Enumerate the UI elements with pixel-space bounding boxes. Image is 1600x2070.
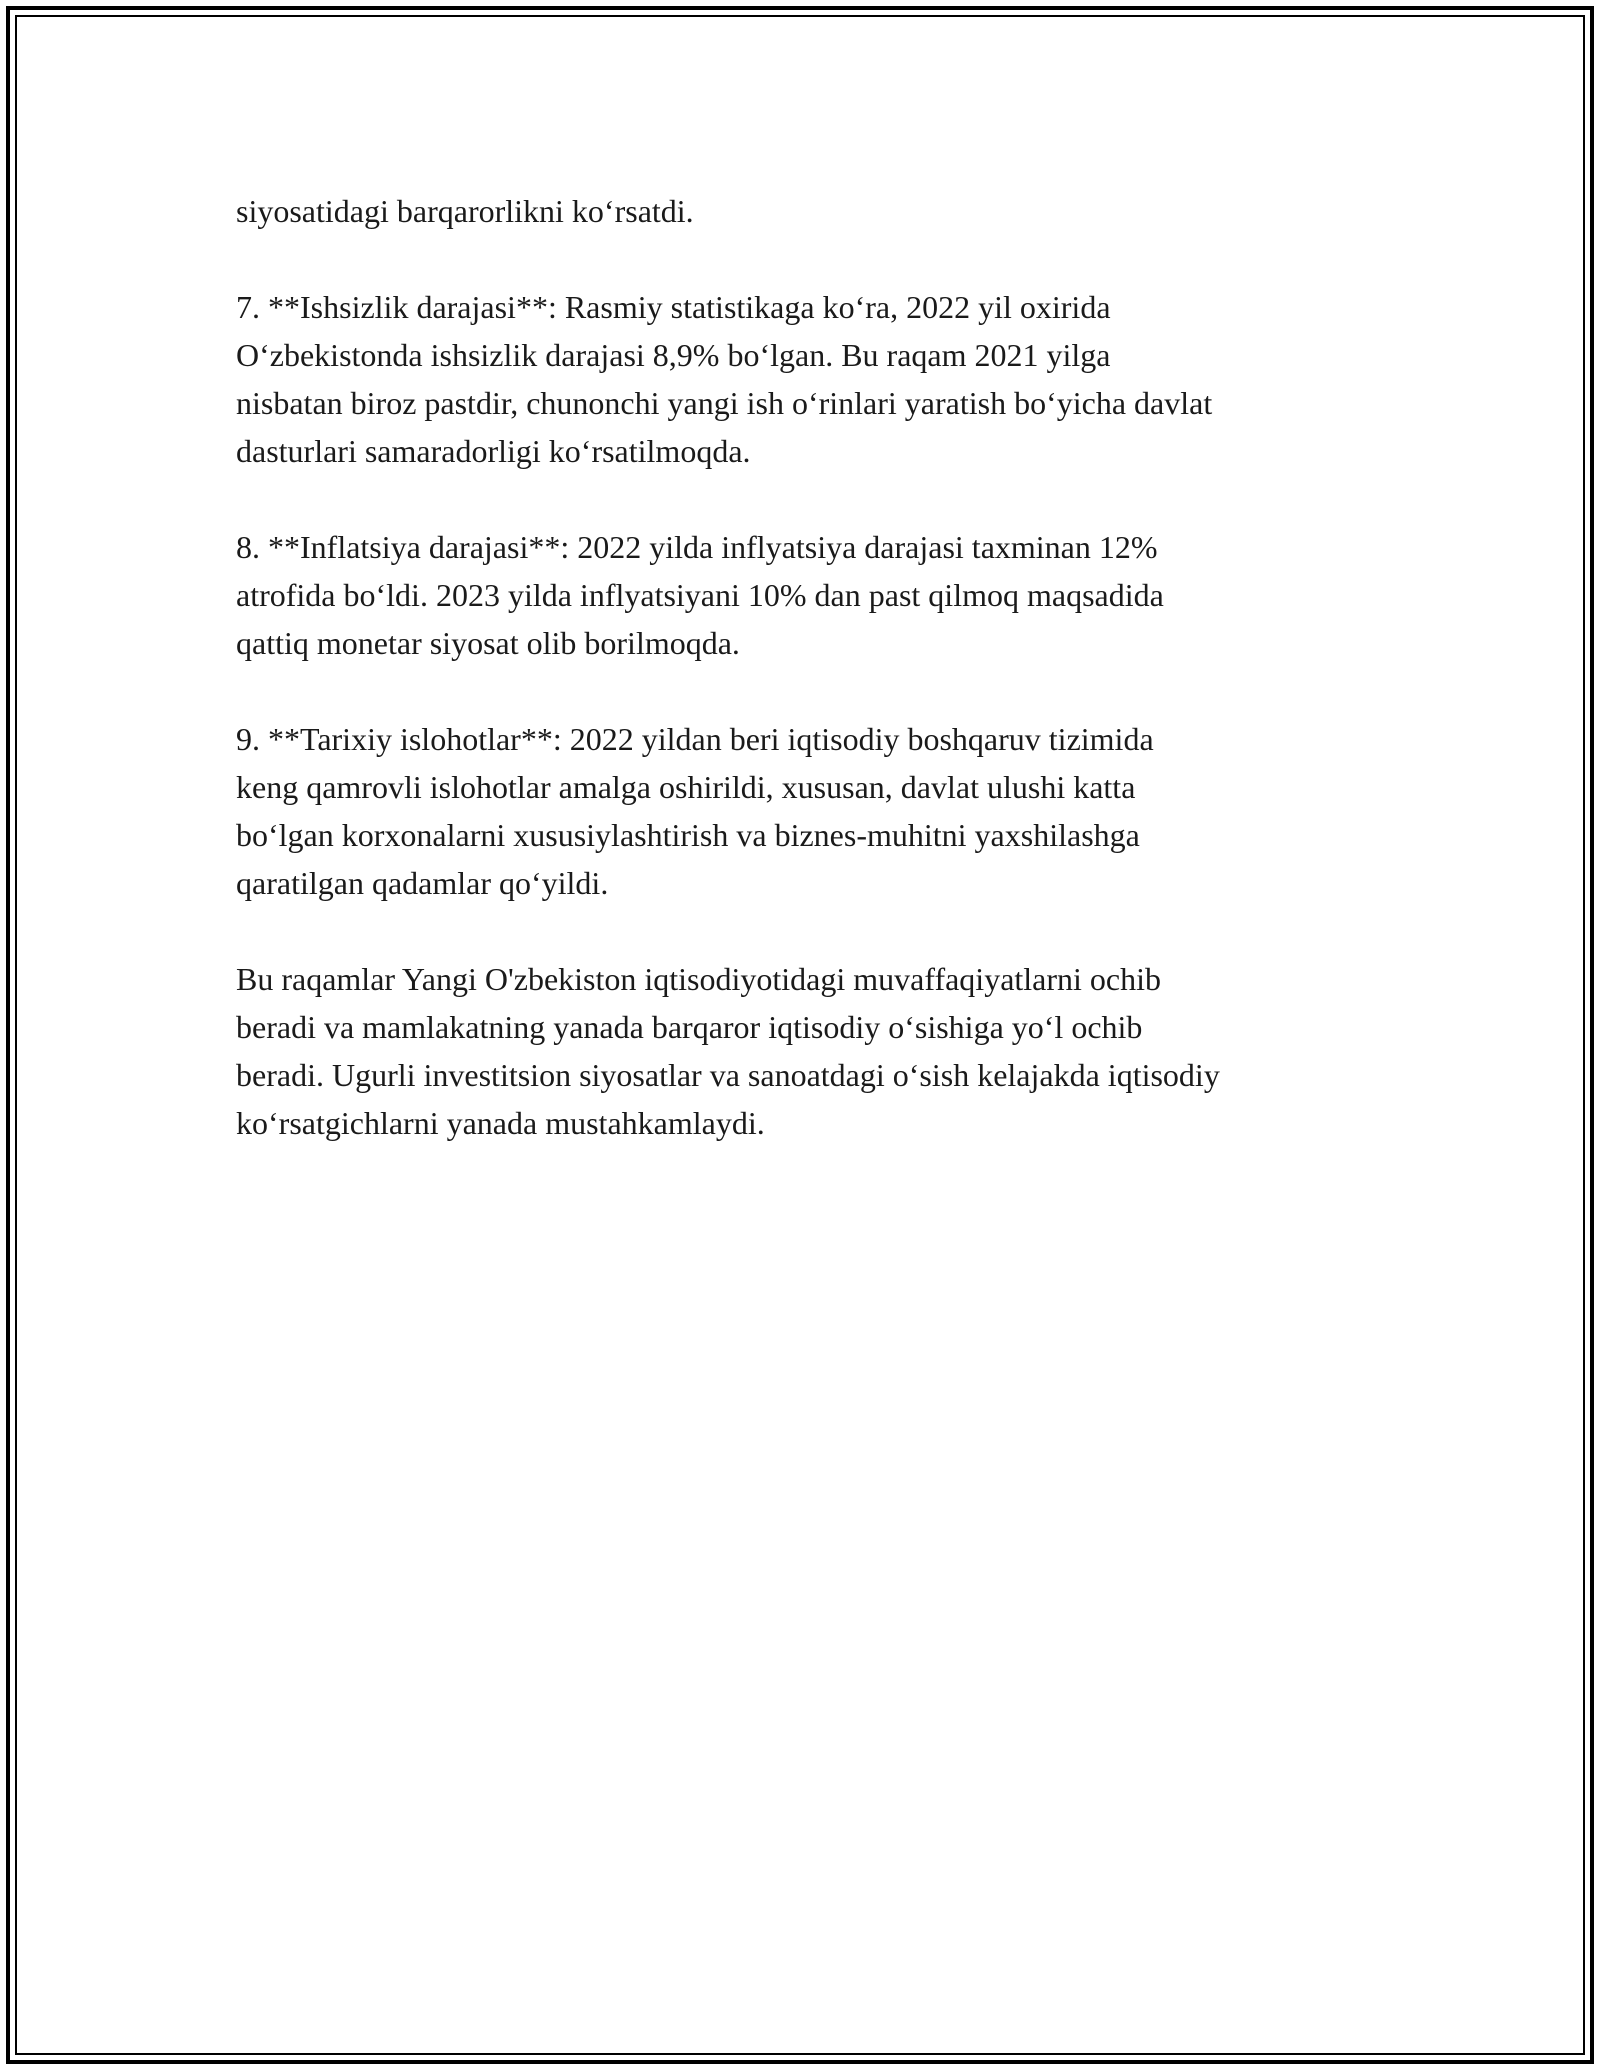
paragraph-continuation: [236, 187, 1376, 235]
text-line: dasturlari samaradorligi ko‘rsatilmoqda.: [236, 433, 751, 469]
paragraph-reforms: [236, 715, 1376, 907]
text-line: qattiq monetar siyosat olib borilmoqda.: [236, 625, 740, 661]
text-line: 9. **Tarixiy islohotlar**: 2022 yildan beri iqtisodiy boshqaruv tizimida: [236, 721, 1154, 757]
text-line: keng qamrovli islohotlar amalga oshirildi, xususan, davlat ulushi katta: [236, 769, 1136, 805]
paragraph-inflation: [236, 523, 1376, 667]
text-line: Bu raqamlar Yangi O'zbekiston iqtisodiyotidagi muvaffaqiyatlarni ochib: [236, 961, 1162, 997]
text-line: qaratilgan qadamlar qo‘yildi.: [236, 865, 609, 901]
text-line: siyosatidagi barqarorlikni ko‘rsatdi.: [236, 193, 694, 229]
document-body: [236, 187, 1376, 1195]
text-line: nisbatan biroz pastdir, chunonchi yangi ish o‘rinlari yaratish bo‘yicha davlat: [236, 385, 1213, 421]
text-line: bo‘lgan korxonalarni xususiylashtirish va biznes-muhitni yaxshilashga: [236, 817, 1140, 853]
paragraph-unemployment: [236, 283, 1376, 475]
text-line: ko‘rsatgichlarni yanada mustahkamlaydi.: [236, 1105, 765, 1141]
text-line: atrofida bo‘ldi. 2023 yilda inflyatsiyani 10% dan past qilmoq maqsadida: [236, 577, 1164, 613]
paragraph-conclusion: [236, 955, 1376, 1147]
text-line: beradi va mamlakatning yanada barqaror iqtisodiy o‘sishiga yo‘l ochib: [236, 1009, 1143, 1045]
text-line: beradi. Ugurli investitsion siyosatlar va sanoatdagi o‘sish kelajakda iqtisodiy: [236, 1057, 1220, 1093]
text-line: 8. **Inflatsiya darajasi**: 2022 yilda inflyatsiya darajasi taxminan 12%: [236, 529, 1158, 565]
text-line: 7. **Ishsizlik darajasi**: Rasmiy statistikaga ko‘ra, 2022 yil oxirida: [236, 289, 1111, 325]
text-line: O‘zbekistonda ishsizlik darajasi 8,9% bo‘lgan. Bu raqam 2021 yilga: [236, 337, 1111, 373]
